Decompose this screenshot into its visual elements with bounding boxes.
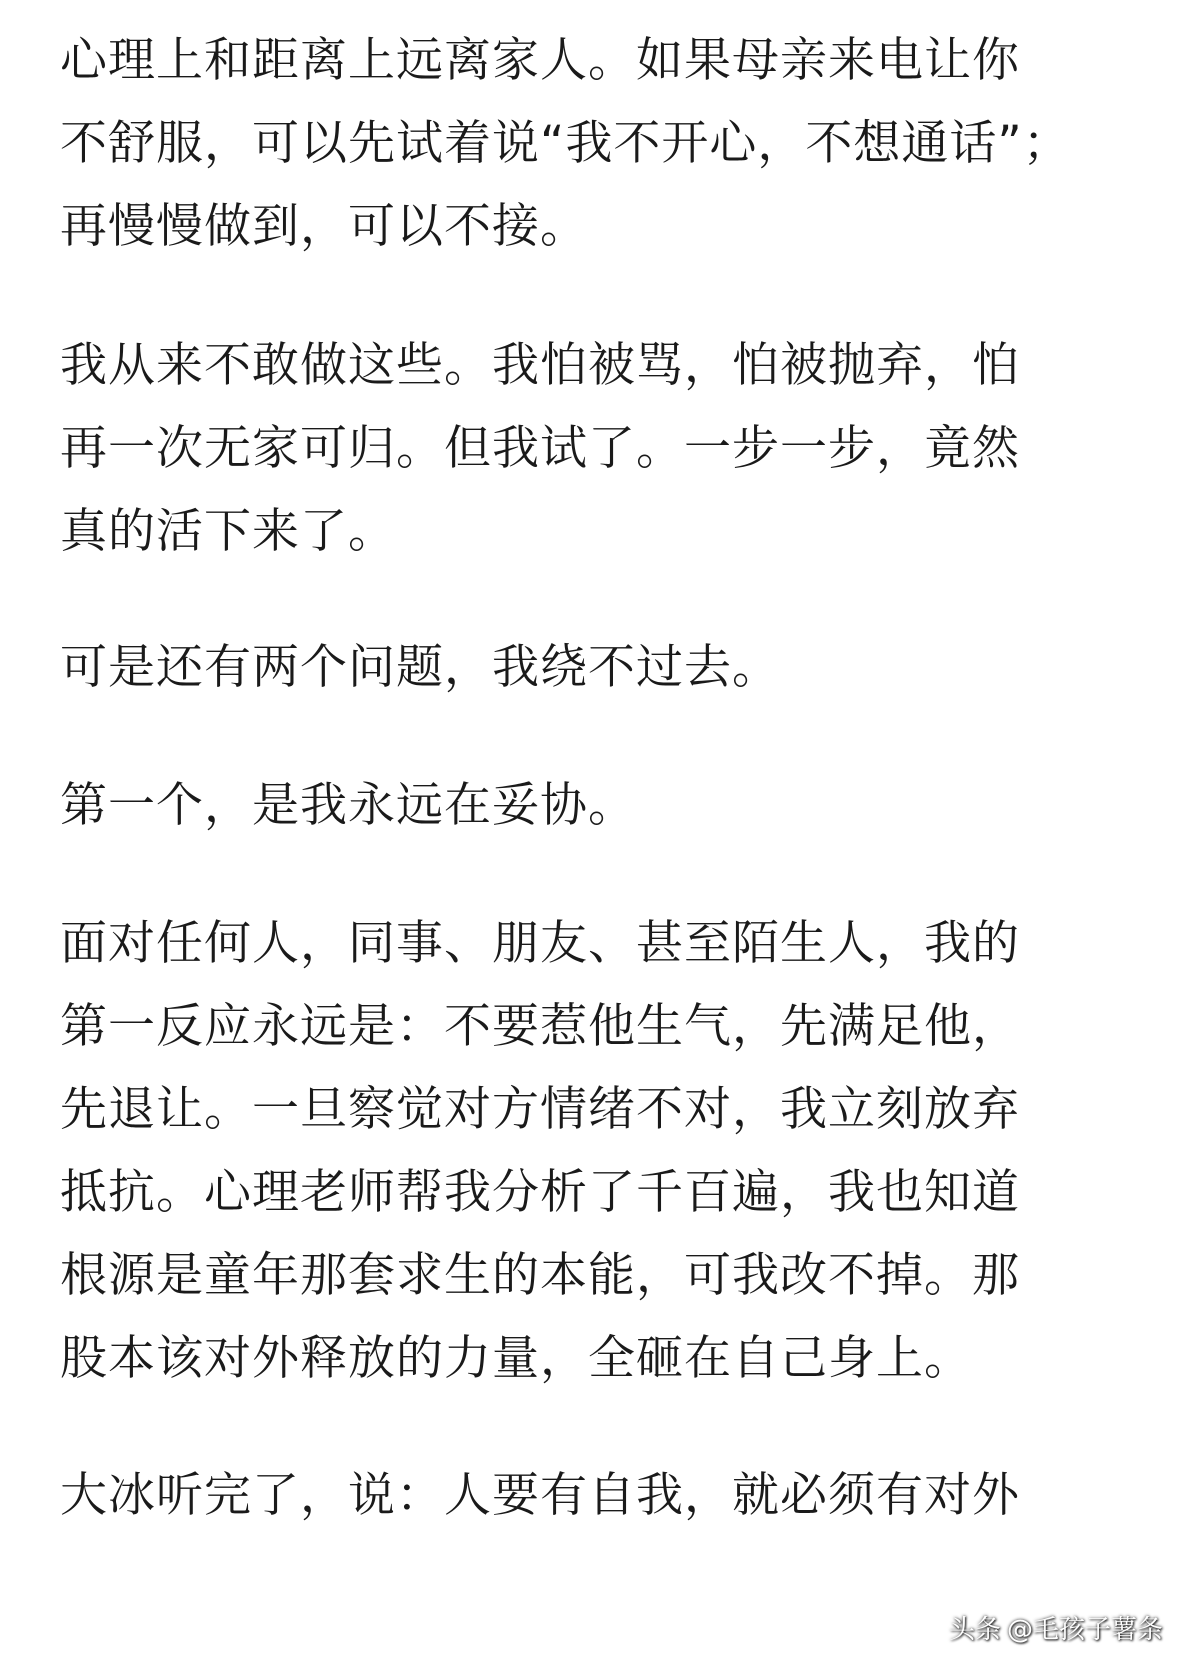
article-line: 我从来不敢做这些。我怕被骂，怕被抛弃，怕 (60, 338, 1020, 393)
article-line: 可是还有两个问题，我绕不过去。 (60, 640, 780, 695)
article-line: 先退让。一旦察觉对方情绪不对，我立刻放弃 (60, 1082, 1020, 1137)
article-line: 心理上和距离上远离家人。如果母亲来电让你 (60, 33, 1020, 88)
article-line: 再慢慢做到，可以不接。 (60, 199, 588, 254)
watermark-account: @毛孩子薯条 (1006, 1615, 1163, 1645)
watermark-brand: 头条 (948, 1615, 1001, 1645)
source-watermark (949, 1614, 1163, 1646)
article-line: 大冰听完了，说：人要有自我，就必须有对外 (60, 1468, 1020, 1523)
article-line: 真的活下来了。 (60, 504, 396, 559)
article-line: 第一反应永远是：不要惹他生气，先满足他， (60, 999, 1020, 1054)
article-line: 面对任何人，同事、朋友、甚至陌生人，我的 (60, 916, 1020, 971)
article-line: 抵抗。心理老师帮我分析了千百遍，我也知道 (60, 1165, 1020, 1220)
article-line: 股本该对外释放的力量，全砸在自己身上。 (60, 1331, 972, 1386)
article-line: 第一个，是我永远在妥协。 (60, 778, 636, 833)
article-line: 根源是童年那套求生的本能，可我改不掉。那 (60, 1248, 1020, 1303)
article-line: 再一次无家可归。但我试了。一步一步，竟然 (60, 421, 1020, 476)
article-line: 不舒服，可以先试着说“我不开心，不想通话”； (60, 116, 1071, 171)
